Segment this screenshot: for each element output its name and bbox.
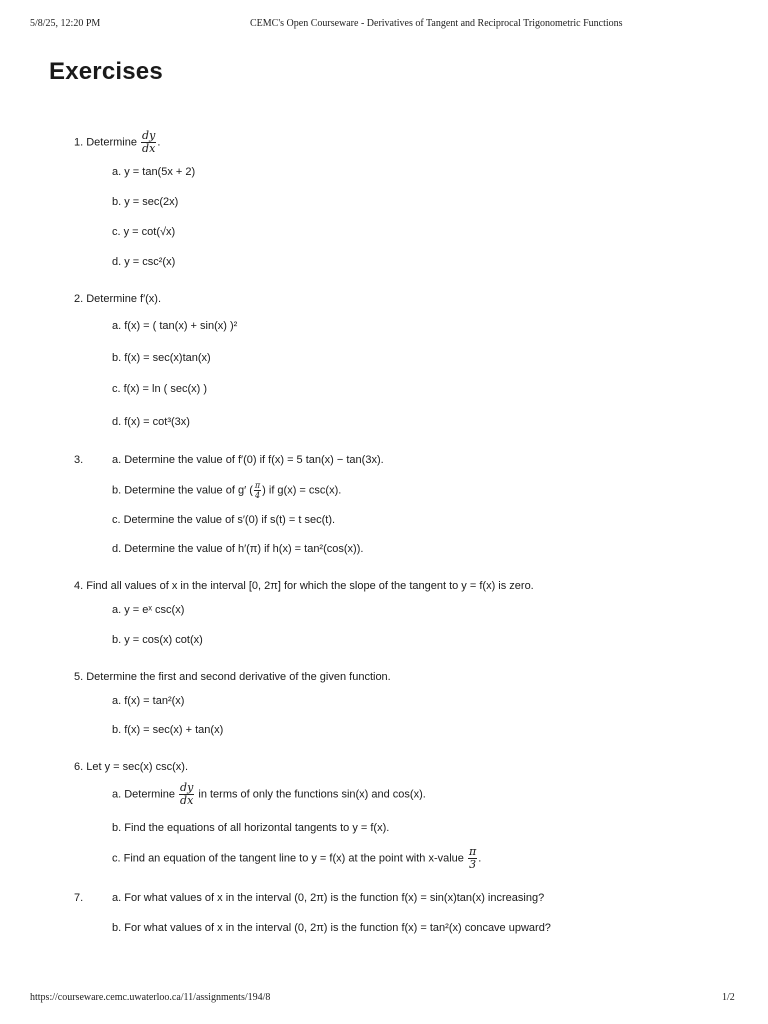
question-2: 2. Determine f′(x). xyxy=(74,293,162,305)
question-1d: d. y = csc²(x) xyxy=(112,256,176,268)
print-datetime: 5/8/25, 12:20 PM xyxy=(30,18,101,29)
dy-dx-fraction xyxy=(179,782,194,807)
question-3-number: 3. xyxy=(74,454,84,466)
question-2c: c. f(x) = ln ( sec(x) ) xyxy=(112,383,208,395)
fraction-denominator: dx xyxy=(142,142,156,155)
question-5a: a. f(x) = tan²(x) xyxy=(112,695,185,707)
question-3c: c. Determine the value of s′(0) if s(t) = t sec(t). xyxy=(112,514,336,526)
question-6: 6. Let y = sec(x) csc(x). xyxy=(74,761,188,773)
question-3b-prefix: b. Determine the value of g′ xyxy=(112,484,247,497)
fraction-numerator: π xyxy=(468,845,477,858)
question-1c: c. y = cot(√x) xyxy=(112,226,176,238)
question-2b: b. f(x) = sec(x)tan(x) xyxy=(112,352,211,364)
question-4: 4. Find all values of x in the interval [0, 2π] for which the slope of the tangent to y = f(x) is zero. xyxy=(74,580,534,592)
question-7-number: 7. xyxy=(74,892,84,904)
pi-over-4-fraction xyxy=(254,481,261,500)
fraction-denominator: 3 xyxy=(469,858,477,871)
question-1b: b. y = sec(2x) xyxy=(112,196,179,208)
question-4a: a. y = eˣ csc(x) xyxy=(112,604,185,616)
question-4b: b. y = cos(x) cot(x) xyxy=(112,634,203,646)
question-1 xyxy=(74,130,160,155)
fraction-numerator: π xyxy=(254,481,261,490)
dy-dx-fraction xyxy=(141,130,156,155)
fraction-numerator: dy xyxy=(142,129,156,142)
question-2d: d. f(x) = cot³(3x) xyxy=(112,416,190,428)
question-3d: d. Determine the value of h′(π) if h(x) = tan²(cos(x)). xyxy=(112,543,364,555)
question-2a: a. f(x) = ( tan(x) + sin(x) )² xyxy=(112,320,238,332)
question-3b: b. Determine the value of g′ ( $\frac{\pi}{4}$ ) if g(x) = csc(x). xyxy=(112,481,342,500)
question-6c-end: . xyxy=(478,852,482,865)
fraction-numerator: dy xyxy=(180,781,194,794)
print-page-title: CEMC's Open Courseware - Derivatives of Tangent and Reciprocal Trigonometric Functions xyxy=(250,18,623,29)
fraction-denominator: dx xyxy=(180,794,194,807)
question-7b: b. For what values of x in the interval (0, 2π) is the function f(x) = tan²(x) concave upward? xyxy=(112,922,551,934)
question-1a: a. y = tan(5x + 2) xyxy=(112,166,196,178)
question-6c xyxy=(112,846,481,871)
page-title: Exercises xyxy=(49,58,163,85)
question-6b: b. Find the equations of all horizontal tangents to y = f(x). xyxy=(112,822,390,834)
question-6a-suffix: in terms of only the functions sin(x) and cos(x). xyxy=(198,788,426,801)
question-3a: a. Determine the value of f′(0) if f(x) = 5 tan(x) − tan(3x). xyxy=(112,454,384,466)
print-page-number: 1/2 xyxy=(722,992,735,1003)
question-1-end: . xyxy=(157,136,161,149)
print-url: https://courseware.cemc.uwaterloo.ca/11/assignments/194/8 xyxy=(30,992,271,1003)
question-6a xyxy=(112,782,426,807)
question-5: 5. Determine the first and second derivative of the given function. xyxy=(74,671,391,683)
pi-over-3-fraction xyxy=(468,846,477,871)
fraction-denominator: 4 xyxy=(254,491,261,500)
question-7a: a. For what values of x in the interval (0, 2π) is the function f(x) = sin(x)tan(x) increasing? xyxy=(112,892,545,904)
question-6a-prefix: a. Determine xyxy=(112,788,175,801)
question-1-text: 1. Determine xyxy=(74,136,137,149)
question-6c-prefix: c. Find an equation of the tangent line to y = f(x) at the point with x-value xyxy=(112,852,464,865)
question-5b: b. f(x) = sec(x) + tan(x) xyxy=(112,724,224,736)
question-3b-suffix: if g(x) = csc(x). xyxy=(268,484,342,497)
